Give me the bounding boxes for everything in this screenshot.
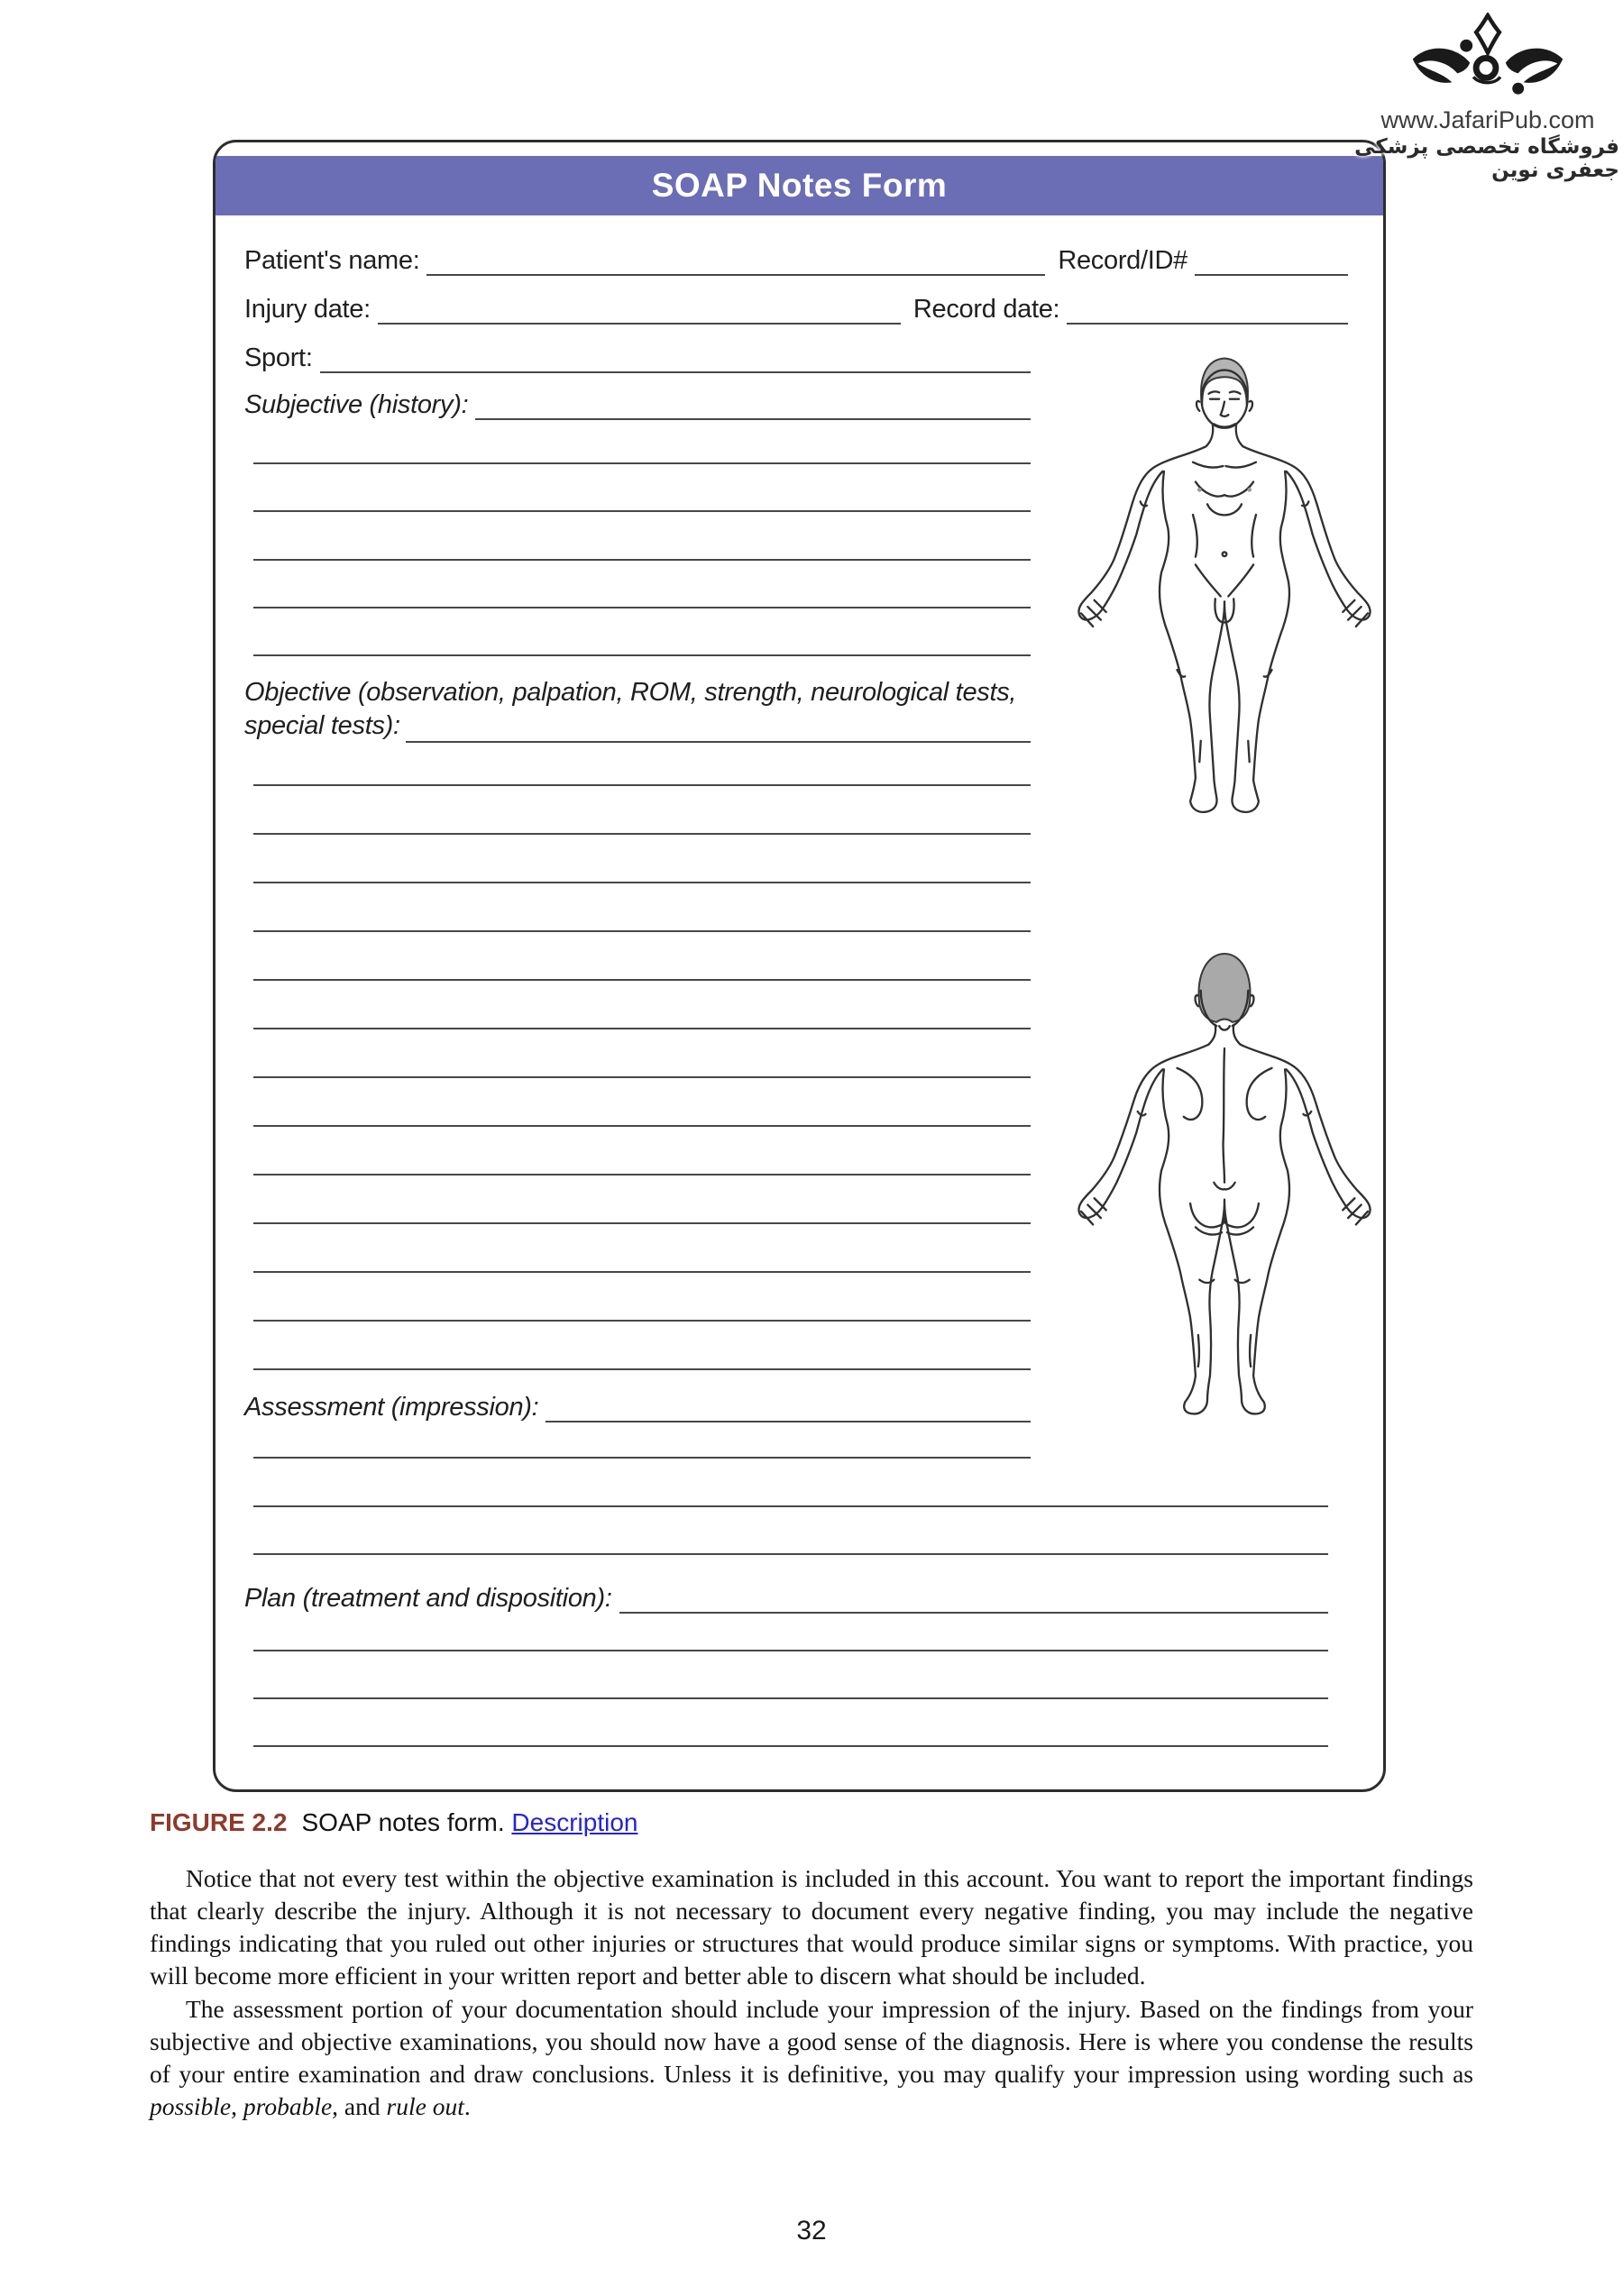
publisher-website: www.JafariPub.com [1380,106,1595,133]
blank-line [253,607,1031,608]
hair-back [1199,954,1251,1022]
blank-line [253,559,1031,561]
figure-label: FIGURE 2.2 [150,1808,288,1836]
paragraph-1: Notice that not every test within the objective examination is included in this account. You want to report the important findings that clearly describe the injury. Although it is not necessary to document every negative finding, you may include the negative findings indicating that you ruled out other injuries or structures that would produce similar signs or symptoms. With practice, you will become more efficient in your written report and better able to discern what should be included. [150,1864,1473,1990]
blank-line [253,1222,1031,1224]
paragraph-2-italic-rule-out: rule out [386,2092,464,2120]
blank-line [253,1028,1031,1029]
objective-label-line1: Objective (observation, palpation, ROM, strength, neurological tests, [244,678,1017,707]
objective-label-line2: special tests): [244,711,400,740]
blank-line [253,1125,1031,1127]
record-date-label: Record date: [912,295,1060,324]
blank-line [253,1553,1328,1555]
figure-caption-text: SOAP notes form. [301,1808,505,1836]
figure-caption [150,1808,637,1837]
subjective-blank-lines [253,462,1031,670]
hair-front [1201,358,1248,406]
patient-name-label: Patient's name: [244,246,420,275]
paragraph-2-italic-possible: possible [150,2092,232,2120]
jafaripub-logo-icon [1396,13,1580,106]
field-row-objective [244,676,1031,743]
body-figure-posterior [1067,938,1382,1475]
plan-label: Plan (treatment and disposition): [244,1584,612,1613]
field-row-dates [244,292,1348,325]
blank-line [253,1076,1031,1078]
sport-label: Sport: [244,343,313,372]
subjective-label: Subjective (history): [244,390,469,419]
record-date-line [1067,292,1348,325]
plan-line [619,1581,1328,1614]
paragraph-2-end: . [463,2092,471,2120]
objective-line [406,710,1031,743]
form-header-bar [215,156,1383,215]
blank-line [253,510,1031,512]
soap-notes-form [213,140,1386,1792]
assessment-blank-line [253,1457,1031,1466]
patient-name-line [426,243,1045,276]
blank-line [253,979,1031,981]
publisher-tagline-farsi: فروشگاه تخصصی پزشکی جعفری نوین [1354,135,1619,182]
blank-line [253,1368,1031,1370]
injury-date-line [378,292,901,325]
blank-line [253,1697,1328,1699]
record-id-line [1195,243,1348,276]
blank-line [253,1650,1328,1651]
body-figure-anterior [1067,343,1382,876]
posterior-outline [1078,991,1370,1414]
page-number: 32 [796,2216,827,2246]
paragraph-2-sep2: , and [332,2092,387,2120]
objective-blank-lines [253,784,1031,1379]
assessment-label: Assessment (impression): [244,1393,539,1422]
plan-blank-lines [253,1650,1328,1792]
injury-date-label: Injury date: [244,295,371,324]
body-text [150,1862,1473,2123]
blank-line [253,1320,1031,1322]
subjective-line [475,388,1031,420]
anterior-outline [1078,370,1370,812]
blank-line [253,1271,1031,1273]
record-id-label: Record/ID# [1058,246,1187,275]
field-row-plan [244,1581,1328,1614]
form-title: SOAP Notes Form [651,167,948,204]
field-row-sport [244,341,1031,373]
blank-line [253,1505,1328,1507]
blank-line [253,784,1031,786]
blank-line [253,654,1031,656]
field-row-assessment [244,1390,1031,1422]
blank-line [253,1745,1328,1747]
paragraph-2 [150,1993,1473,2123]
blank-line [253,882,1031,883]
assessment-line [546,1390,1031,1422]
paragraph-2-sep1: , [231,2092,243,2120]
blank-line [253,1174,1031,1175]
blank-line [253,930,1031,932]
field-row-subjective [244,388,1031,420]
paragraph-2-italic-probable: probable [243,2092,333,2120]
blank-line [253,833,1031,835]
blank-line [253,462,1031,464]
description-link[interactable]: Description [511,1808,638,1836]
paragraph-2-main: The assessment portion of your documentation should include your impression of the injury. Based on the findings from your subjective and objective examinations, you should now have a good sense of the diagnosis. Here is where you condense the results of your entire examination and draw conclusions. Unless it is definitive, you may qualify your impression using wording such as [150,1995,1473,2088]
field-row-patient [244,243,1348,276]
sport-line [320,341,1031,373]
blank-line [253,1457,1031,1459]
